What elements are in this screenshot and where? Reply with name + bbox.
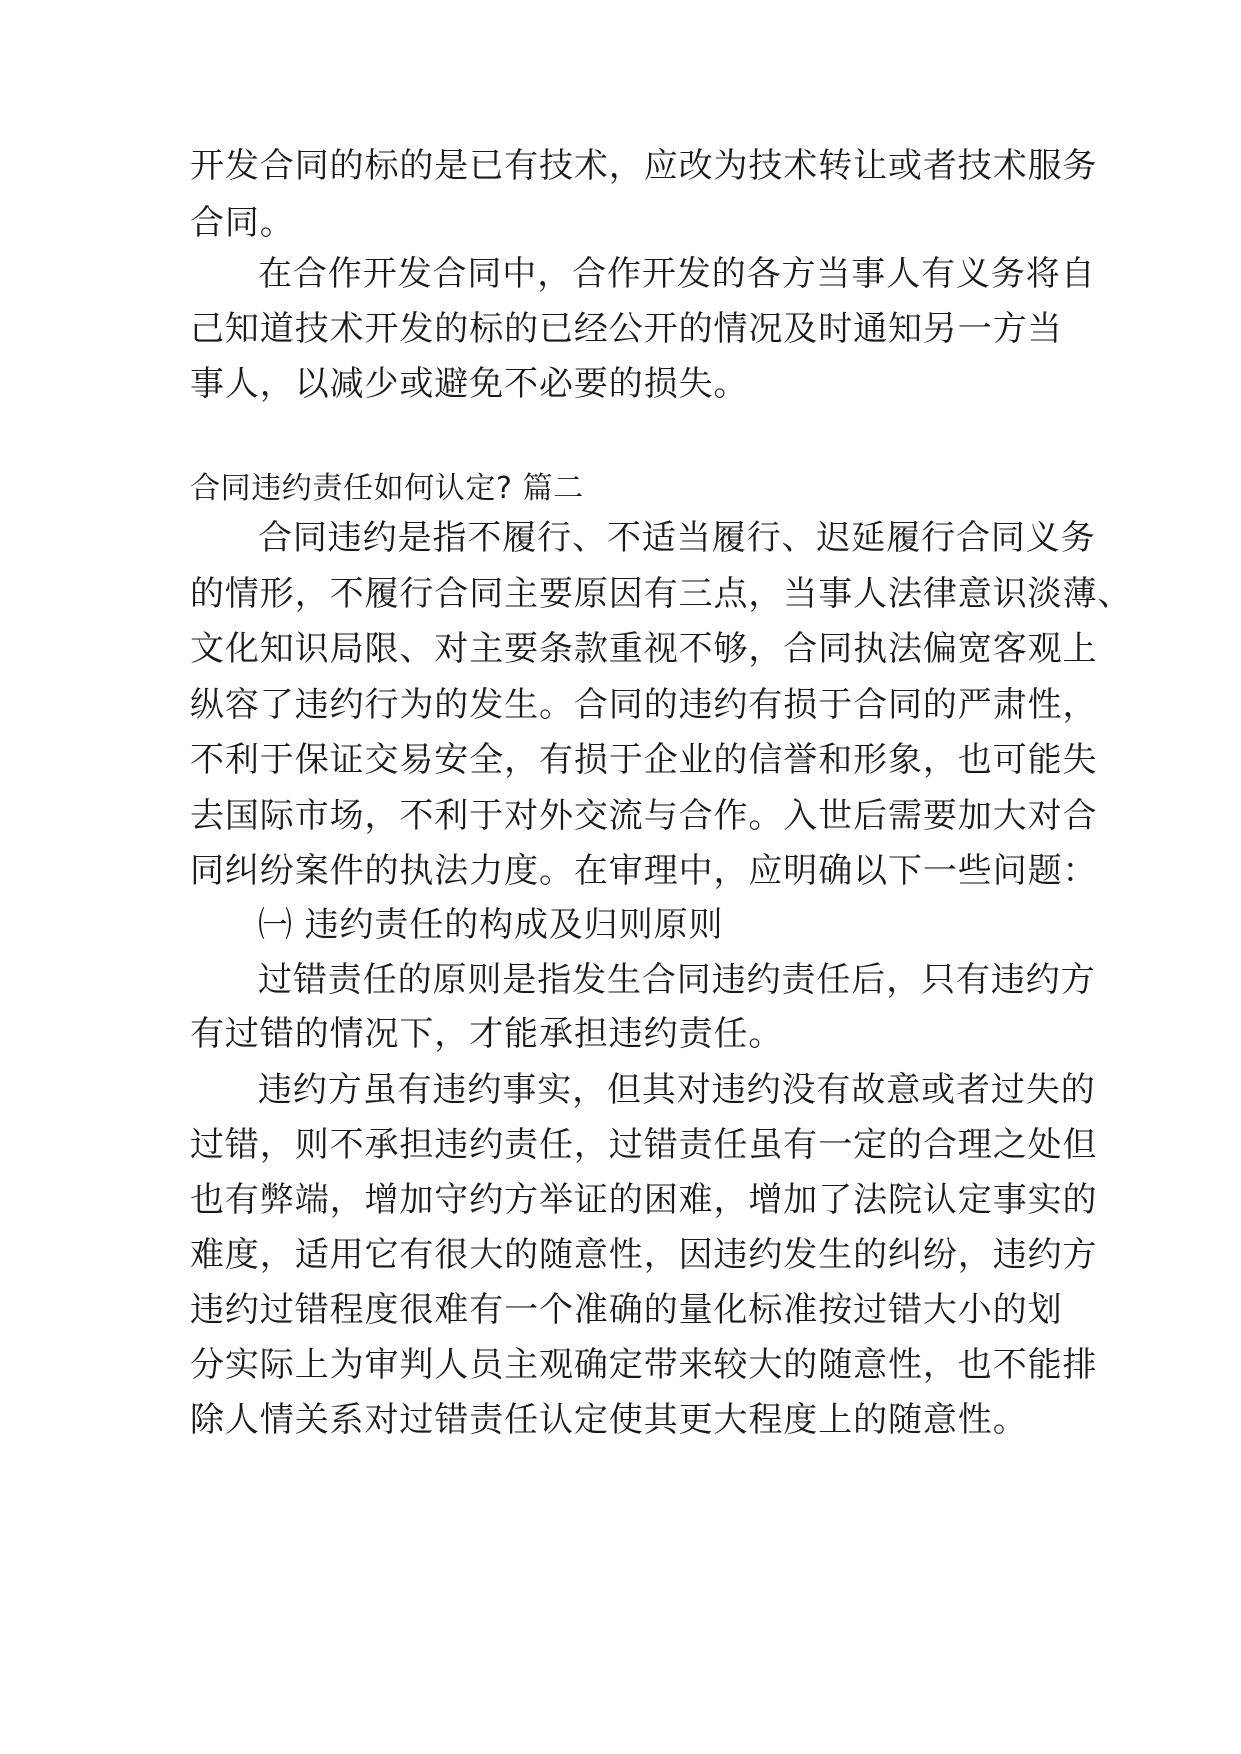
paragraph-line: 己知道技术开发的标的已经公开的情况及时通知另一方当: [190, 309, 1063, 349]
paragraph-line: 的情形，不履行合同主要原因有三点，当事人法律意识淡薄、: [190, 574, 1133, 614]
paragraph-line: 难度，适用它有很大的随意性，因违约发生的纠纷，违约方: [190, 1235, 1098, 1275]
paragraph-line: 去国际市场，不利于对外交流与合作。入世后需要加大对合: [190, 796, 1098, 836]
paragraph-line: 在合作开发合同中，合作开发的各方当事人有义务将自: [258, 254, 1096, 294]
paragraph-line: 事人，以减少或避免不必要的损失。: [190, 364, 749, 404]
paragraph-line: 过错，则不承担违约责任，过错责任虽有一定的合理之处但: [190, 1125, 1098, 1165]
subsection-heading: ㈠ 违约责任的构成及归则原则: [258, 905, 724, 945]
paragraph-line: 违约过错程度很难有一个准确的量化标准按过错大小的划: [190, 1290, 1063, 1330]
paragraph-line: 合同违约是指不履行、不适当履行、迟延履行合同义务: [258, 518, 1096, 558]
paragraph-line: 开发合同的标的是已有技术，应改为技术转让或者技术服务: [190, 146, 1098, 186]
paragraph-line: 也有弊端，增加守约方举证的困难，增加了法院认定事实的: [190, 1180, 1098, 1220]
section-heading: 合同违约责任如何认定? 篇二: [190, 471, 584, 506]
paragraph-line: 过错责任的原则是指发生合同违约责任后，只有违约方: [258, 960, 1096, 1000]
paragraph-line: 违约方虽有违约事实，但其对违约没有故意或者过失的: [258, 1070, 1096, 1110]
paragraph-line: 同纠纷案件的执法力度。在审理中，应明确以下一些问题：: [190, 851, 1098, 891]
paragraph-line: 有过错的情况下，才能承担违约责任。: [190, 1014, 784, 1054]
paragraph-line: 除人情关系对过错责任认定使其更大程度上的随意性。: [190, 1400, 1028, 1440]
paragraph-line: 不利于保证交易安全，有损于企业的信誉和形象，也可能失: [190, 740, 1098, 780]
paragraph-line: 纵容了违约行为的发生。合同的违约有损于合同的严肃性，: [190, 685, 1098, 725]
paragraph-line: 分实际上为审判人员主观确定带来较大的随意性，也不能排: [190, 1345, 1098, 1385]
paragraph-line: 文化知识局限、对主要条款重视不够，合同执法偏宽客观上: [190, 629, 1098, 669]
paragraph-line: 合同。: [190, 203, 295, 243]
